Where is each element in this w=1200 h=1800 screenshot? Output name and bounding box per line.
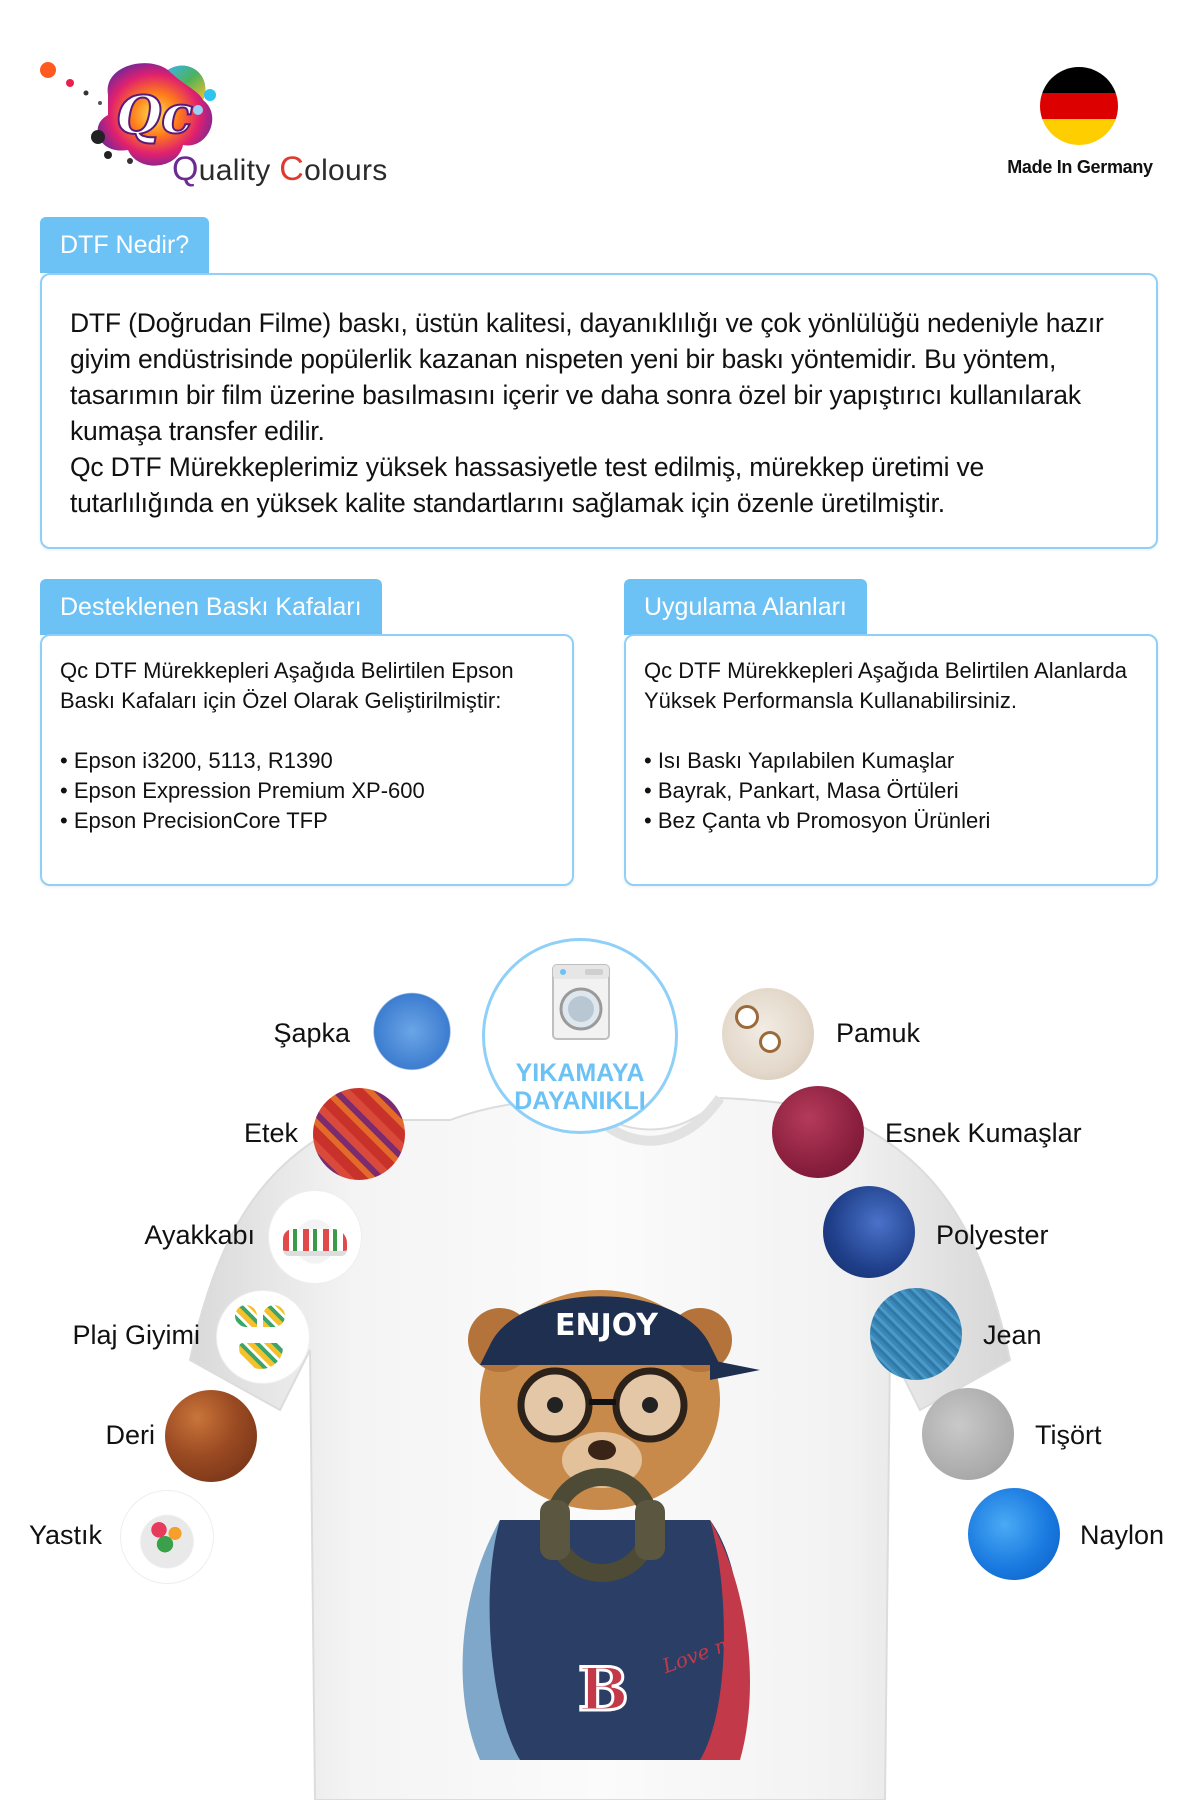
applications-item: • Bayrak, Pankart, Masa Örtüleri bbox=[644, 778, 959, 803]
heads-item: • Epson Expression Premium XP-600 bbox=[60, 778, 425, 803]
material-label-denim: Jean bbox=[983, 1320, 1042, 1350]
material-label-shoe: Ayakkabı bbox=[144, 1220, 255, 1250]
intro-title: DTF Nedir? bbox=[40, 217, 209, 273]
intro-paragraph-2: Qc DTF Mürekkeplerimiz yüksek hassasiyetle test edilmiş, mürekkep üretimi ve tutarlılığında en yüksek kalite standartlarını sağlamak için özenle üretilmiştir. bbox=[70, 452, 985, 518]
cap-text: ENJOY bbox=[555, 1308, 658, 1343]
sleeve-text: Love me bbox=[659, 1626, 748, 1679]
material-label-polyester: Polyester bbox=[936, 1220, 1049, 1250]
material-label-skirt: Etek bbox=[243, 1118, 298, 1148]
material-label-swimwear: Plaj Giyimi bbox=[72, 1320, 200, 1350]
leather-icon bbox=[165, 1390, 257, 1482]
tshirt-fabric-icon bbox=[922, 1388, 1014, 1480]
heads-description: Qc DTF Mürekkepleri Aşağıda Belirtilen Epson Baskı Kafaları için Özel Olarak Geliştirilmiştir: bbox=[60, 658, 514, 713]
germany-flag-icon bbox=[1040, 67, 1118, 145]
applications-box bbox=[624, 634, 1158, 886]
material-label-stretch: Esnek Kumaşlar bbox=[885, 1118, 1082, 1148]
material-label-hat: Şapka bbox=[273, 1018, 350, 1048]
stretch-fabric-icon bbox=[772, 1086, 864, 1178]
heads-box bbox=[40, 634, 574, 886]
wash-line-2: DAYANIKLI bbox=[514, 1087, 646, 1115]
made-in-badge: Made In Germany bbox=[1007, 157, 1153, 177]
material-label-leather: Deri bbox=[105, 1420, 155, 1450]
pillow-icon bbox=[120, 1490, 214, 1584]
intro-paragraph-1: DTF (Doğrudan Filme) baskı, üstün kalitesi, dayanıklılığı ve çok yönlülüğü nedeniyle hazır giyim endüstrisinde popülerlik kazanan nispeten yeni bir baskı yöntemidir. Bu yöntem, tasarımın bir film üzerine basılmasını içerir ve daha sonra özel bir yapıştırıcı kullanılarak kumaşa transfer edilir. bbox=[70, 308, 1104, 446]
washing-machine-icon bbox=[551, 963, 611, 1043]
wash-line-1: YIKAMAYA bbox=[515, 1059, 645, 1087]
applications-description: Qc DTF Mürekkepleri Aşağıda Belirtilen Alanlarda Yüksek Performansla Kullanabilirsiniz. bbox=[644, 658, 1127, 713]
material-label-cotton: Pamuk bbox=[836, 1018, 921, 1048]
applications-item: • Isı Baskı Yapılabilen Kumaşlar bbox=[644, 748, 955, 773]
material-label-pillow: Yastık bbox=[28, 1520, 102, 1550]
logo-mark-text: Qc bbox=[116, 85, 193, 146]
applications-title: Uygulama Alanları bbox=[624, 579, 867, 635]
skirt-icon bbox=[313, 1088, 405, 1180]
swimwear-icon bbox=[216, 1290, 310, 1384]
wash-resistant-badge bbox=[482, 938, 678, 1134]
heads-item: • Epson PrecisionCore TFP bbox=[60, 808, 328, 833]
material-label-tshirt: Tişört bbox=[1035, 1420, 1102, 1450]
heads-title: Desteklenen Baskı Kafaları bbox=[40, 579, 382, 635]
polyester-icon bbox=[823, 1186, 915, 1278]
tshirt-illustration bbox=[150, 1060, 1050, 1800]
applications-item: • Bez Çanta vb Promosyon Ürünleri bbox=[644, 808, 991, 833]
material-label-nylon: Naylon bbox=[1080, 1520, 1165, 1550]
intro-box bbox=[40, 273, 1158, 549]
jacket-letter: B bbox=[578, 1655, 629, 1725]
denim-icon bbox=[870, 1288, 962, 1380]
brand-name: Quality Colours bbox=[172, 150, 388, 188]
cotton-icon bbox=[722, 988, 814, 1080]
heads-item: • Epson i3200, 5113, R1390 bbox=[60, 748, 333, 773]
nylon-icon bbox=[968, 1488, 1060, 1580]
shoe-icon bbox=[268, 1190, 362, 1284]
hat-icon bbox=[366, 990, 458, 1082]
